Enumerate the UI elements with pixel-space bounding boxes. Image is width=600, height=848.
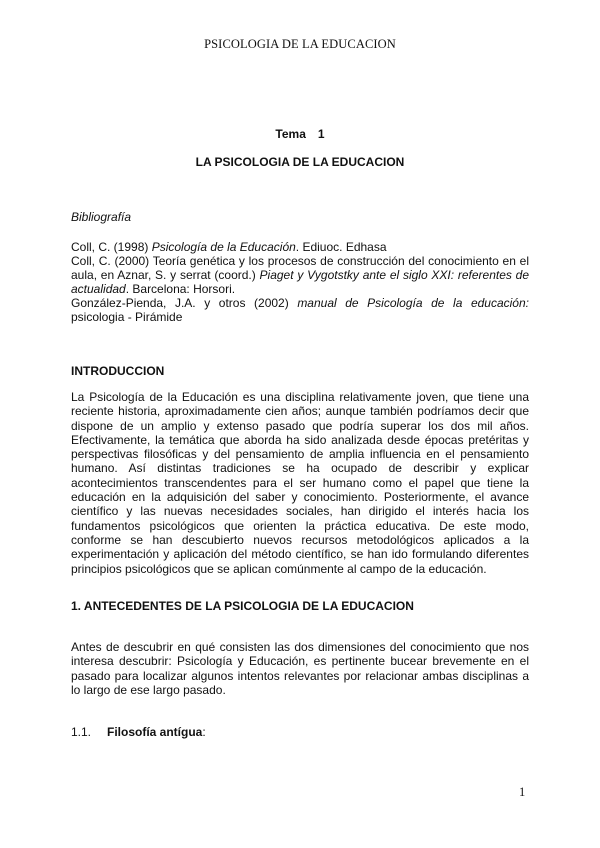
subsection-heading — [71, 725, 206, 739]
running-header: PSICOLOGIA DE LA EDUCACION — [204, 37, 396, 51]
entry-title: Piaget y Vygotstky ante el siglo XXI: referentes de actualidad — [71, 268, 530, 296]
subsection-title: Filosofía antígua — [107, 725, 203, 739]
entry-text: . Ediuoc. Edhasa — [295, 240, 387, 254]
entry-text: Coll, C. (1998) — [71, 240, 152, 254]
document-title: LA PSICOLOGIA DE LA EDUCACION — [195, 155, 405, 169]
entry-text: González-Pienda, J.A. y otros (2002) — [71, 296, 298, 310]
subsection-number: 1.1. — [71, 725, 92, 739]
bibliography-entry — [71, 254, 529, 296]
chapter-label-text: Tema — [275, 127, 306, 141]
bibliography-entry — [71, 240, 529, 254]
introduction-paragraph: La Psicología de la Educación es una disciplina relativamente joven, que tiene una reciente historia, aproximadamente cien años; aunque también podríamos decir que dispone de un amplio y extenso pasado que podría superar los dos mil años. Efectivamente, la temática que aborda ha sido analizada desde épocas pretéritas y perspectivas filosóficas y del pensamiento de amplia influencia en el pensamiento humano. Así distintas tradiciones se ha ocupado de describir y explicar acontecimientos transcendentes para el ser humano como el papel que tiene la educación en la adquisición del saber y conocimiento. Posteriormente, el avance científico y las nuevas necesidades sociales, han dirigido el interés hacia los fundamentos psicológicos que orienten la práctica educativa. De este modo, conforme se han descubierto nuevos recursos metodológicos aplicados a la experimentación y aplicación del método científico, se han ido formulando diferentes principios psicológicos que se aplican comúnmente al campo de la educación. — [71, 390, 529, 576]
chapter-label — [0, 127, 600, 141]
section-paragraph: Antes de descubrir en qué consisten las dos dimensiones del conocimiento que nos interesa descubrir: Psicología y Educación, es pertinente bucear brevemente en el pasado para localizar algunos intentos relevantes por relacionar ambas disciplinas a lo largo de ese largo pasado. — [71, 640, 529, 697]
entry-title: Psicología de la Educación — [151, 240, 296, 254]
section-heading: 1. ANTECEDENTES DE LA PSICOLOGIA DE LA EDUCACION — [71, 599, 414, 613]
entry-text: psicologia - Pirámide — [71, 310, 183, 324]
page-number: 1 — [519, 785, 526, 799]
entry-title: manual de Psicología de la educación: — [297, 296, 529, 310]
bibliography-entry — [71, 296, 529, 324]
subsection-suffix: : — [202, 725, 206, 739]
bibliography-list — [71, 240, 529, 324]
entry-text: . Barcelona: Horsori. — [125, 282, 236, 296]
introduction-heading: INTRODUCCION — [71, 364, 165, 378]
chapter-number: 1 — [317, 127, 325, 141]
bibliography-heading: Bibliografía — [71, 210, 132, 224]
entry-text: Coll, C. (2000) Teoría genética y los procesos de construcción del conocimiento en el aula, en Aznar, S. y serrat (coord.) — [71, 254, 529, 282]
